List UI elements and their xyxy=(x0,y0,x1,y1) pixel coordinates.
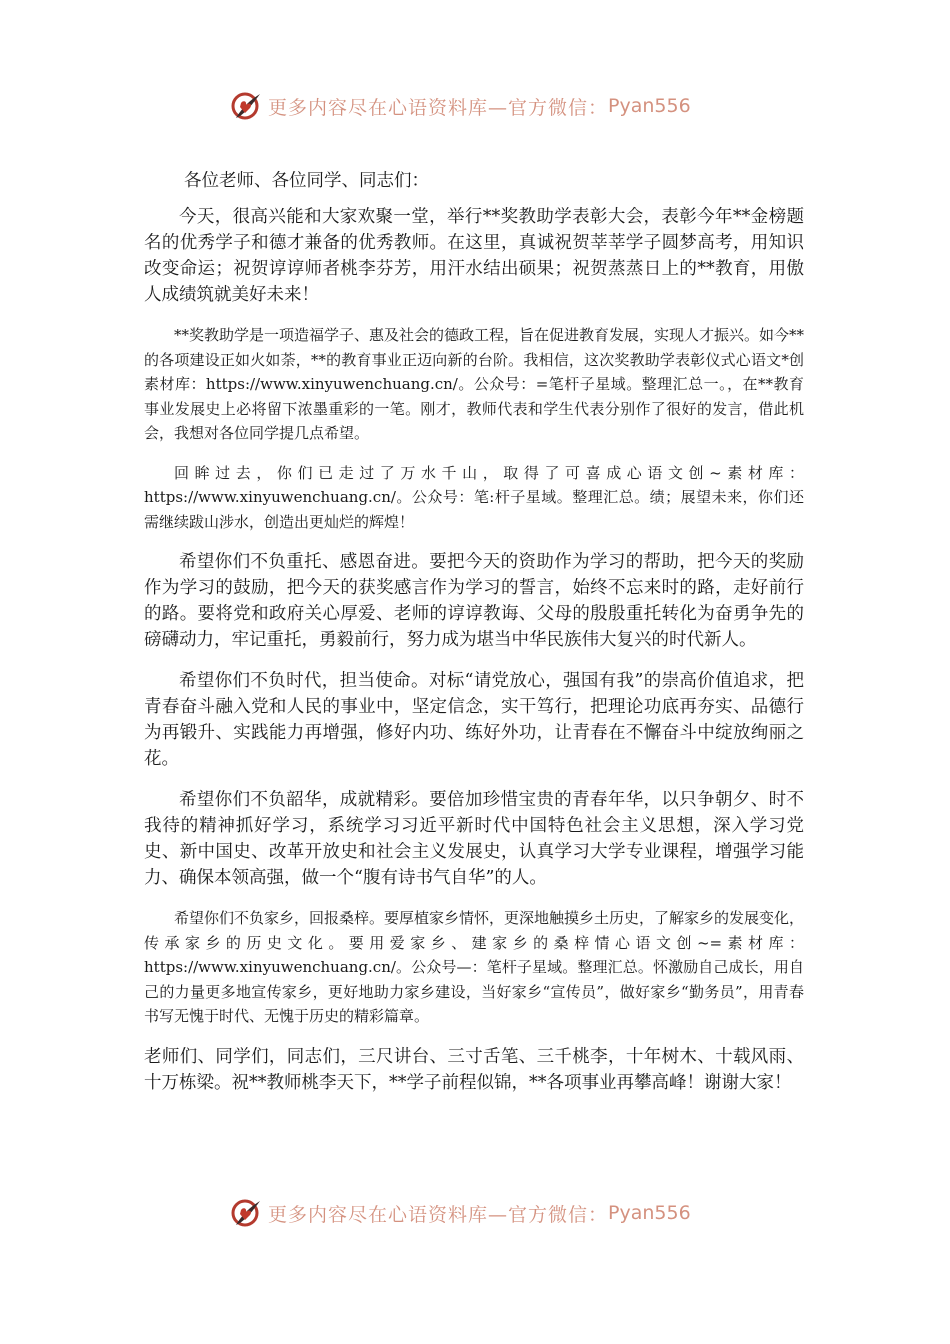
paragraph-1: 今天，很高兴能和大家欢聚一堂，举行**奖教助学表彰大会，表彰今年**金榜题名的优秀学子和德才兼备的优秀教师。在这里，真诚祝贺莘莘学子圆梦高考，用知识改变命运；祝贺谆谆师者桃李芬芳，用汗水结出硕果；祝贺蒸蒸日上的**教育，用傲人成绩筑就美好未来！ xyxy=(144,207,804,305)
watermark-text: 更多内容尽在心语资料库—官方微信： xyxy=(268,96,609,119)
header-watermark xyxy=(228,86,748,126)
quill-heart-logo-icon xyxy=(228,88,264,124)
watermark-wechat-id: Pyan556 xyxy=(608,1202,691,1224)
paragraph-7: 希望你们不负家乡，回报桑梓。要厚植家乡情怀，更深地触摸乡土历史，了解家乡的发展变化，传承家乡的历史文化。要用爱家乡、建家乡的桑梓情心语文创~=素材库：https://www.xinyuwenchuang.cn/。公众号—：笔杆子星域。整理汇总。怀激励自己成长，用自己的力量更多地宣传家乡，更好地助力家乡建设，当好家乡“宣传员”，做好家乡“勤务员”，用青春书写无愧于时代、无愧于历史的精彩篇章。 xyxy=(144,909,805,1025)
quill-heart-logo-icon xyxy=(228,1195,264,1231)
salutation: 各位老师、各位同学、同志们： xyxy=(184,171,429,191)
speech-document xyxy=(144,168,804,1096)
paragraph-3: 回眸过去，你们已走过了万水千山，取得了可喜成心语文创~素材库：https://www.xinyuwenchuang.cn/。公众号：笔:杆子星域。整理汇总。绩；展望未来，你们还需继续跋山涉水，创造出更灿烂的辉煌！ xyxy=(144,463,804,531)
paragraph-2: **奖教助学是一项造福学子、惠及社会的德政工程，旨在促进教育发展，实现人才振兴。如今**的各项建设正如火如荼，**的教育事业正迈向新的台阶。我相信，这次奖教助学表彰仪式心语文*创素材库：https://www.xinyuwenchuang.cn/。公众号：=笔杆子星域。整理汇总一。，在**教育事业发展史上必将留下浓墨重彩的一笔。刚才，教师代表和学生代表分别作了很好的发言，借此机会，我想对各位同学提几点希望。 xyxy=(144,326,805,442)
watermark-wechat-id: Pyan556 xyxy=(608,95,691,117)
paragraph-6: 希望你们不负韶华，成就精彩。要倍加珍惜宝贵的青春年华，以只争朝夕、时不我待的精神抓好学习，系统学习习近平新时代中国特色社会主义思想，深入学习党史、新中国史、改革开放史和社会主义发展史，认真学习大学专业课程，增强学习能力、确保本领高强，做一个“腹有诗书气自华”的人。 xyxy=(144,790,804,888)
footer-watermark xyxy=(228,1193,748,1233)
paragraph-8: 老师们、同学们，同志们，三尺讲台、三寸舌笔、三千桃李，十年树木、十载风雨、十万栋梁。祝**教师桃李天下，**学子前程似锦，**各项事业再攀高峰！谢谢大家！ xyxy=(144,1046,804,1093)
paragraph-4: 希望你们不负重托、感恩奋进。要把今天的资助作为学习的帮助，把今天的奖励作为学习的鼓励，把今天的获奖感言作为学习的誓言，始终不忘来时的路，走好前行的路。要将党和政府关心厚爱、老师的谆谆教诲、父母的殷殷重托转化为奋勇争先的磅礴动力，牢记重托，勇毅前行，努力成为堪当中华民族伟大复兴的时代新人。 xyxy=(144,552,804,650)
watermark-text: 更多内容尽在心语资料库—官方微信： xyxy=(268,1203,609,1226)
paragraph-5: 希望你们不负时代，担当使命。对标“请党放心，强国有我”的崇高价值追求，把青春奋斗融入党和人民的事业中，坚定信念，实干笃行，把理论功底再夯实、品德行为再锻升、实践能力再增强，修好内功、练好外功，让青春在不懈奋斗中绽放绚丽之花。 xyxy=(144,671,804,769)
